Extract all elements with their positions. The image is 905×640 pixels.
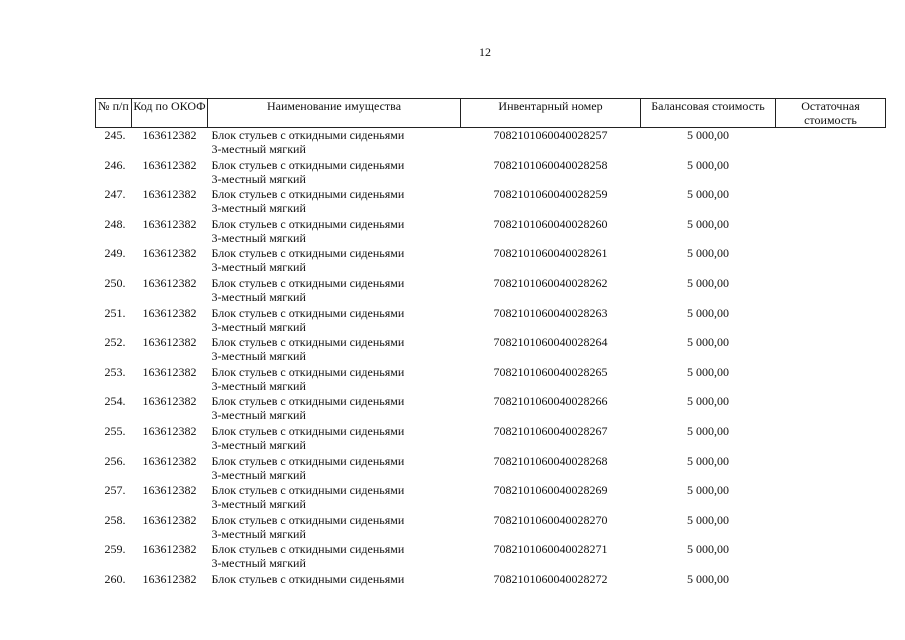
residual-value	[776, 306, 886, 336]
inventory-number: 7082101060040028267	[493, 423, 608, 438]
inventory-number: 7082101060040028258	[493, 157, 608, 172]
residual-value	[776, 246, 886, 276]
table-row	[96, 128, 886, 158]
okof-code: 163612382	[142, 394, 197, 409]
okof-code: 163612382	[142, 187, 197, 202]
property-table	[95, 98, 886, 588]
balance-value: 5 000,00	[687, 335, 729, 350]
property-name-line1: Блок стульев с откидными сиденьями	[211, 187, 405, 202]
residual-value	[776, 513, 886, 543]
balance-value: 5 000,00	[687, 571, 729, 586]
property-name-line1: Блок стульев с откидными сиденьями	[211, 423, 405, 438]
inventory-number: 7082101060040028269	[493, 483, 608, 498]
table-row	[96, 394, 886, 424]
row-number: 257.	[104, 483, 126, 498]
property-name-line2: 3-местный мягкий	[211, 201, 306, 216]
inventory-number: 7082101060040028265	[493, 364, 608, 379]
row-number: 251.	[104, 305, 126, 320]
table-row	[96, 424, 886, 454]
property-name-line2: 3-местный мягкий	[211, 319, 306, 334]
inventory-number: 7082101060040028257	[493, 128, 608, 142]
okof-code: 163612382	[142, 423, 197, 438]
property-name	[208, 306, 461, 336]
header-code: Код по ОКОФ	[132, 99, 208, 128]
table-row	[96, 306, 886, 336]
inventory-number: 7082101060040028263	[493, 305, 608, 320]
property-name	[208, 217, 461, 247]
residual-value	[776, 217, 886, 247]
property-name-line1: Блок стульев с откидными сиденьями	[211, 128, 405, 142]
inventory-number: 7082101060040028262	[493, 275, 608, 290]
table-row	[96, 454, 886, 484]
property-name-line1: Блок стульев с откидными сиденьями	[211, 305, 405, 320]
residual-value	[776, 394, 886, 424]
table-row	[96, 513, 886, 543]
property-table-container	[95, 98, 885, 588]
property-name	[208, 424, 461, 454]
row-number: 250.	[104, 275, 126, 290]
property-name	[208, 483, 461, 513]
property-name	[208, 572, 461, 588]
property-name	[208, 158, 461, 188]
property-name-line1: Блок стульев с откидными сиденьями	[211, 275, 405, 290]
residual-value	[776, 454, 886, 484]
okof-code: 163612382	[142, 275, 197, 290]
row-number: 249.	[104, 246, 126, 261]
balance-value: 5 000,00	[687, 394, 729, 409]
property-name	[208, 276, 461, 306]
property-name-line1: Блок стульев с откидными сиденьями	[211, 512, 405, 527]
table-row	[96, 187, 886, 217]
property-name-line2: 3-местный мягкий	[211, 497, 306, 512]
okof-code: 163612382	[142, 216, 197, 231]
residual-value	[776, 365, 886, 395]
inventory-number: 7082101060040028272	[493, 571, 608, 586]
property-name-line1: Блок стульев с откидными сиденьями	[211, 157, 405, 172]
row-number: 260.	[104, 571, 126, 586]
residual-value	[776, 158, 886, 188]
property-name-line1: Блок стульев с откидными сиденьями	[211, 216, 405, 231]
balance-value: 5 000,00	[687, 275, 729, 290]
okof-code: 163612382	[142, 335, 197, 350]
balance-value: 5 000,00	[687, 128, 729, 142]
residual-value	[776, 276, 886, 306]
row-number: 254.	[104, 394, 126, 409]
property-name-line2: 3-местный мягкий	[211, 556, 306, 571]
balance-value: 5 000,00	[687, 542, 729, 557]
inventory-number: 7082101060040028268	[493, 453, 608, 468]
property-name	[208, 335, 461, 365]
property-name-line1: Блок стульев с откидными сиденьями	[211, 394, 405, 409]
property-name-line2: 3-местный мягкий	[211, 260, 306, 275]
okof-code: 163612382	[142, 246, 197, 261]
property-name	[208, 542, 461, 572]
residual-value	[776, 424, 886, 454]
table-row	[96, 365, 886, 395]
table-row	[96, 572, 886, 588]
okof-code: 163612382	[142, 542, 197, 557]
residual-value	[776, 187, 886, 217]
property-name	[208, 394, 461, 424]
row-number: 252.	[104, 335, 126, 350]
row-number: 259.	[104, 542, 126, 557]
inventory-number: 7082101060040028264	[493, 335, 608, 350]
okof-code: 163612382	[142, 157, 197, 172]
table-header	[96, 99, 886, 128]
property-name-line2: 3-местный мягкий	[211, 437, 306, 452]
header-num: № п/п	[96, 99, 132, 128]
property-name	[208, 246, 461, 276]
balance-value: 5 000,00	[687, 483, 729, 498]
residual-value	[776, 335, 886, 365]
row-number: 255.	[104, 423, 126, 438]
property-name-line1: Блок стульев с откидными сиденьями	[211, 483, 405, 498]
property-name-line2: 3-местный мягкий	[211, 171, 306, 186]
balance-value: 5 000,00	[687, 512, 729, 527]
table-row	[96, 246, 886, 276]
okof-code: 163612382	[142, 571, 197, 586]
property-name	[208, 365, 461, 395]
property-name-line1: Блок стульев с откидными сиденьями	[211, 335, 405, 350]
header-inventory-number: Инвентарный номер	[461, 99, 641, 128]
residual-value	[776, 542, 886, 572]
row-number: 245.	[104, 128, 126, 142]
property-name-line1: Блок стульев с откидными сиденьями	[211, 571, 405, 586]
property-name-line2: 3-местный мягкий	[211, 467, 306, 482]
row-number: 256.	[104, 453, 126, 468]
row-number: 246.	[104, 157, 126, 172]
okof-code: 163612382	[142, 512, 197, 527]
property-name	[208, 513, 461, 543]
balance-value: 5 000,00	[687, 216, 729, 231]
balance-value: 5 000,00	[687, 246, 729, 261]
table-row	[96, 542, 886, 572]
inventory-number: 7082101060040028271	[493, 542, 608, 557]
balance-value: 5 000,00	[687, 157, 729, 172]
row-number: 258.	[104, 512, 126, 527]
balance-value: 5 000,00	[687, 305, 729, 320]
table-body	[96, 128, 886, 588]
balance-value: 5 000,00	[687, 423, 729, 438]
property-name-line1: Блок стульев с откидными сиденьями	[211, 542, 405, 557]
row-number: 247.	[104, 187, 126, 202]
property-name	[208, 187, 461, 217]
page-number: 12	[479, 45, 491, 59]
property-name-line2: 3-местный мягкий	[211, 526, 306, 541]
table-row	[96, 483, 886, 513]
inventory-number: 7082101060040028270	[493, 512, 608, 527]
okof-code: 163612382	[142, 128, 197, 142]
property-name-line2: 3-местный мягкий	[211, 349, 306, 364]
okof-code: 163612382	[142, 453, 197, 468]
header-residual-value: Остаточная стоимость	[776, 99, 886, 128]
property-name-line2: 3-местный мягкий	[211, 378, 306, 393]
property-name	[208, 128, 461, 158]
inventory-number: 7082101060040028260	[493, 216, 608, 231]
property-name-line2: 3-местный мягкий	[211, 142, 306, 156]
table-row	[96, 158, 886, 188]
okof-code: 163612382	[142, 483, 197, 498]
property-name-line1: Блок стульев с откидными сиденьями	[211, 364, 405, 379]
property-name-line2: 3-местный мягкий	[211, 408, 306, 423]
property-name	[208, 454, 461, 484]
okof-code: 163612382	[142, 305, 197, 320]
header-row	[96, 99, 886, 128]
table-row	[96, 276, 886, 306]
residual-value	[776, 572, 886, 588]
property-name-line1: Блок стульев с откидными сиденьями	[211, 453, 405, 468]
residual-value	[776, 128, 886, 158]
inventory-number: 7082101060040028266	[493, 394, 608, 409]
table-row	[96, 217, 886, 247]
row-number: 253.	[104, 364, 126, 379]
balance-value: 5 000,00	[687, 453, 729, 468]
property-name-line2: 3-местный мягкий	[211, 230, 306, 245]
row-number: 248.	[104, 216, 126, 231]
residual-value	[776, 483, 886, 513]
property-name-line1: Блок стульев с откидными сиденьями	[211, 246, 405, 261]
property-name-line2: 3-местный мягкий	[211, 289, 306, 304]
header-balance-value: Балансовая стоимость	[641, 99, 776, 128]
inventory-number: 7082101060040028259	[493, 187, 608, 202]
inventory-number: 7082101060040028261	[493, 246, 608, 261]
balance-value: 5 000,00	[687, 364, 729, 379]
header-name: Наименование имущества	[208, 99, 461, 128]
table-row	[96, 335, 886, 365]
okof-code: 163612382	[142, 364, 197, 379]
balance-value: 5 000,00	[687, 187, 729, 202]
